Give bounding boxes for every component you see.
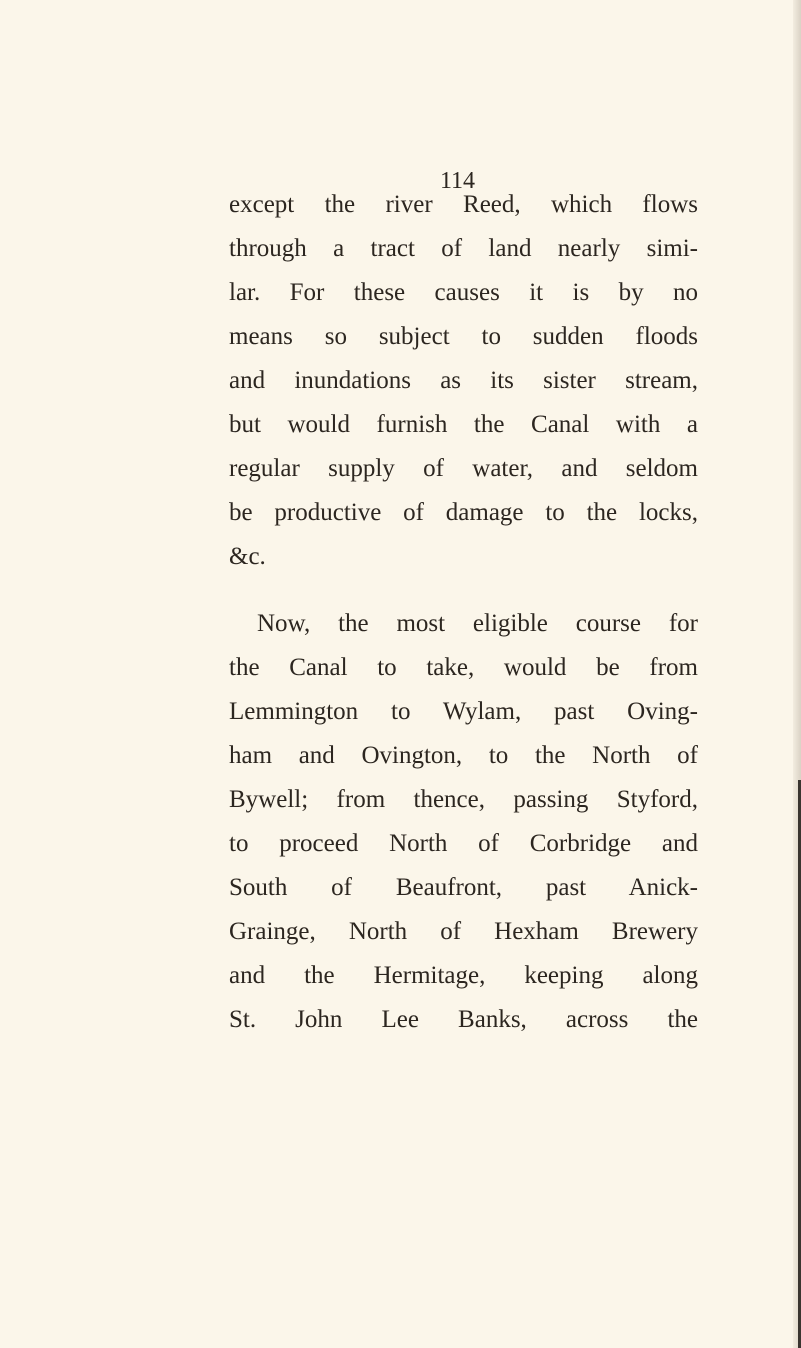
text-line: be productive of damage to the locks,	[229, 499, 698, 526]
page-body	[229, 186, 698, 1045]
text-line: &c.	[229, 543, 266, 570]
text-line: Grainge, North of Hexham Brewery	[229, 918, 698, 945]
page-number: 114	[439, 168, 476, 194]
text-line: means so subject to sudden floods	[229, 323, 698, 350]
text-line: Bywell; from thence, passing Styford,	[229, 786, 698, 813]
text-line: but would furnish the Canal with a	[229, 411, 698, 438]
text-line: except the river Reed, which flows	[229, 191, 698, 218]
text-line: South of Beaufront, past Anick-	[229, 874, 698, 901]
text-line: lar. For these causes it is by no	[229, 279, 698, 306]
text-line: St. John Lee Banks, across the	[229, 1006, 698, 1033]
text-line: ham and Ovington, to the North of	[229, 742, 698, 769]
text-line: regular supply of water, and seldom	[229, 455, 698, 482]
text-line: through a tract of land nearly simi-	[229, 235, 698, 262]
text-line: Now, the most eligible course for	[257, 610, 698, 637]
paragraph-1	[229, 186, 698, 582]
paragraph-2	[229, 605, 698, 1045]
text-line: and inundations as its sister stream,	[229, 367, 698, 394]
text-line: and the Hermitage, keeping along	[229, 962, 698, 989]
text-line: to proceed North of Corbridge and	[229, 830, 698, 857]
text-line: Lemmington to Wylam, past Oving-	[229, 698, 698, 725]
text-line: the Canal to take, would be from	[229, 654, 698, 681]
